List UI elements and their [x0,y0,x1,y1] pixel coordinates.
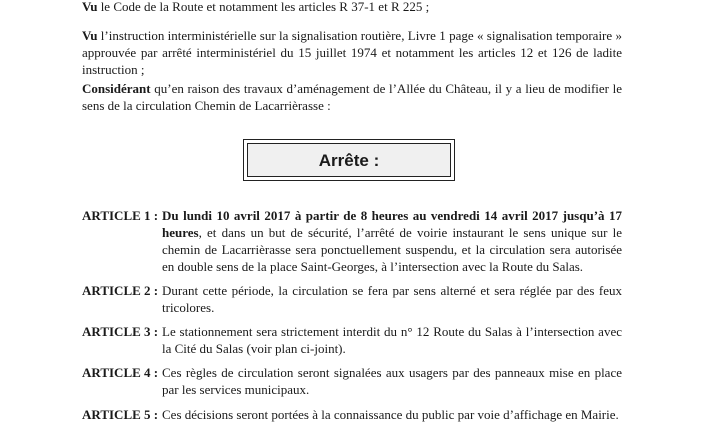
article-body: Le stationnement sera strictement interdit du n° 12 Route du Salas à l’intersection avec la Cité du Salas (voir plan ci-joint). [162,324,622,356]
article-body: Durant cette période, la circulation se fera par sens alterné et sera réglée par des feux tricolores. [162,283,622,315]
article-label: ARTICLE 4 : [82,365,159,380]
article-label: ARTICLE 2 : [82,283,159,298]
decision-title: Arrête : [318,150,380,170]
article-bold-text: Du lundi 10 avril 2017 à partir de 8 heures au vendredi 14 avril 2017 jusqu’à 17 heures [162,208,622,240]
article-label: ARTICLE 1 : [82,208,159,223]
preamble-considerant [82,80,622,114]
decision-title-inner [247,143,451,177]
article-label: ARTICLE 5 : [82,407,159,422]
article-body: Ces règles de circulation seront signalées aux usagers par des panneaux mise en place par les services municipaux. [162,365,622,397]
preamble-lead: Considérant [82,81,151,96]
preamble-text: le Code de la Route et notamment les articles R 37-1 et R 225 ; [97,0,430,14]
decision-title-box [243,139,455,181]
article-text: , et dans un but de sécurité, l’arrêté de voirie instaurant le sens unique sur le chemin de Lacarrièrasse sera ponctuellement suspendu, et la circulation sera autorisée en double sens de la place Saint-Georges, à l’intersection avec la Route du Salas. [162,225,622,274]
preamble-vu-code [82,0,622,15]
article-label: ARTICLE 3 : [82,324,159,339]
preamble-text: qu’en raison des travaux d’aménagement de l’Allée du Château, il y a lieu de modifier le sens de la circulation Chemin de Lacarrièrasse : [82,81,622,113]
preamble-lead: Vu [82,0,98,14]
preamble-lead: Vu [82,28,98,43]
article-body [162,207,622,275]
article-body: Ces décisions seront portées à la connaissance du public par voie d’affichage en Mairie. [162,407,619,422]
preamble-text: l’instruction interministérielle sur la signalisation routière, Livre 1 page « signalisation temporaire » approuvée par arrêté interministériel du 15 juillet 1974 et notamment les articles 12 et 126 de ladite instruction ; [82,28,622,77]
preamble-vu-instruction [82,27,622,78]
